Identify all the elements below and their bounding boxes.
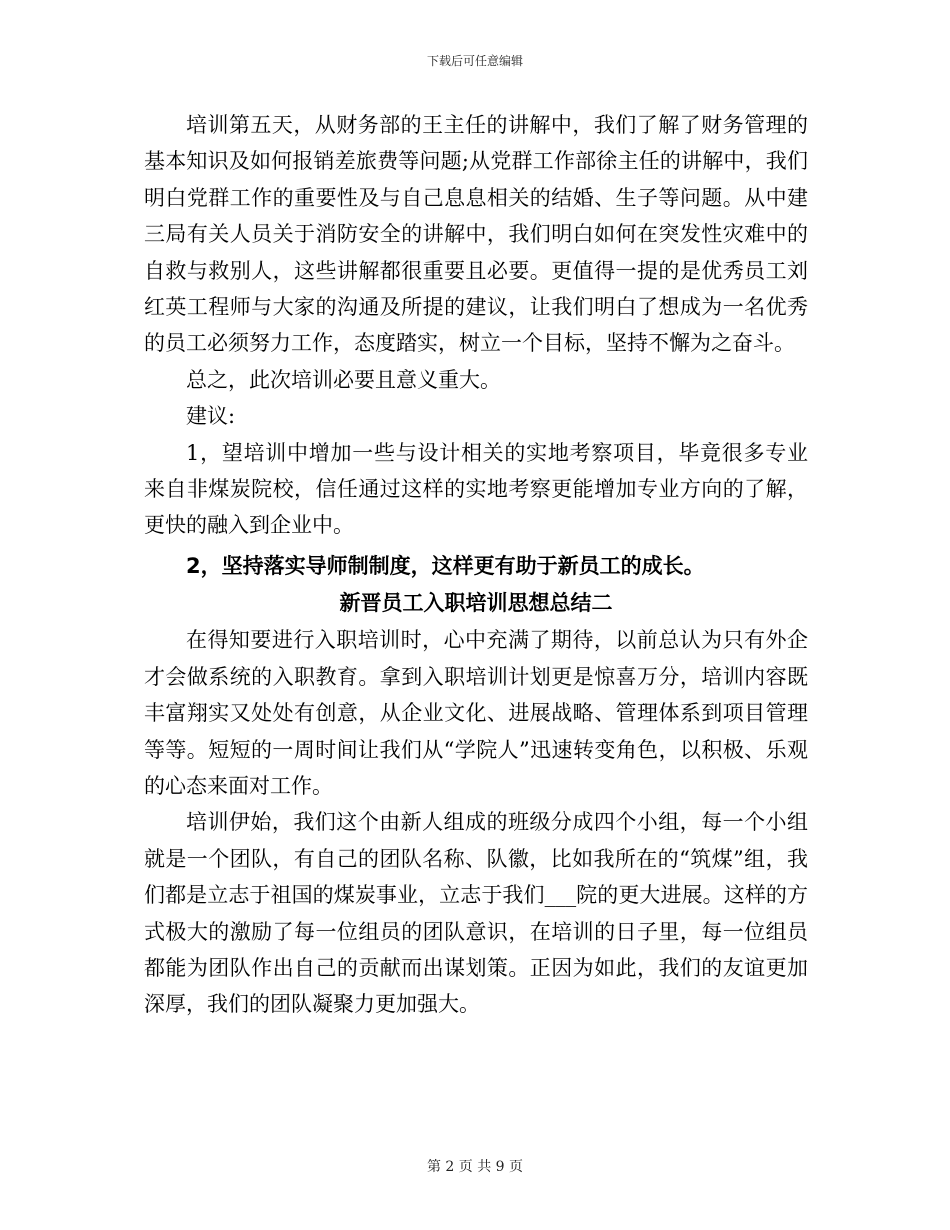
paragraph-expectation: 在得知要进行入职培训时，心中充满了期待，以前总认为只有外企才会做系统的入职教育。拿到入职培训计划更是惊喜万分，培训内容既丰富翔实又处处有创意，从企业文化、进展战略、管理体系到项目管理等等。短短的一周时间让我们从“学院人”迅速转变角色，以积极、乐观的心态来面对工作。 [144, 628, 808, 798]
paragraph-suggestion-1: 1，望培训中增加一些与设计相关的实地考察项目，毕竟很多专业来自非煤炭院校，信任通过这样的实地考察更能增加专业方向的了解，更快的融入到企业中。 [144, 440, 808, 538]
page-header: 下载后可任意编辑 [426, 54, 523, 68]
document-body [144, 107, 808, 1023]
paragraph-conclusion: 总之，此次培训必要且意义重大。 [186, 367, 501, 392]
paragraph-suggestion-heading: 建议: [186, 404, 236, 429]
paragraph-team-groups: 培训伊始，我们这个由新人组成的班级分成四个小组，每一个小组就是一个团队，有自己的团队名称、队徽，比如我所在的“筑煤”组，我们都是立志于祖国的煤炭事业，立志于我们___院的更大进展。这样的方式极大的激励了每一位组员的团队意识，在培训的日子里，每一位组员都能为团队作出自己的贡献而出谋划策。正因为如此，我们的友谊更加深厚，我们的团队凝聚力更加强大。 [144, 810, 808, 1017]
section-title: 新晋员工入职培训思想总结二 [339, 591, 613, 616]
page-footer: 第 2 页 共 9 页 [426, 1159, 524, 1175]
paragraph-suggestion-2: 2，坚持落实导师制制度，这样更有助于新员工的成长。 [186, 553, 705, 578]
paragraph-day-five: 培训第五天，从财务部的王主任的讲解中，我们了解了财务管理的基本知识及如何报销差旅费等问题;从党群工作部徐主任的讲解中，我们明白党群工作的重要性及与自己息息相关的结婚、生子等问题。从中建三局有关人员关于消防安全的讲解中，我们明白如何在突发性灾难中的自救与救别人，这些讲解都很重要且必要。更值得一提的是优秀员工刘红英工程师与大家的沟通及所提的建议，让我们明白了想成为一名优秀的员工必须努力工作，态度踏实，树立一个目标，坚持不懈为之奋斗。 [144, 113, 808, 356]
